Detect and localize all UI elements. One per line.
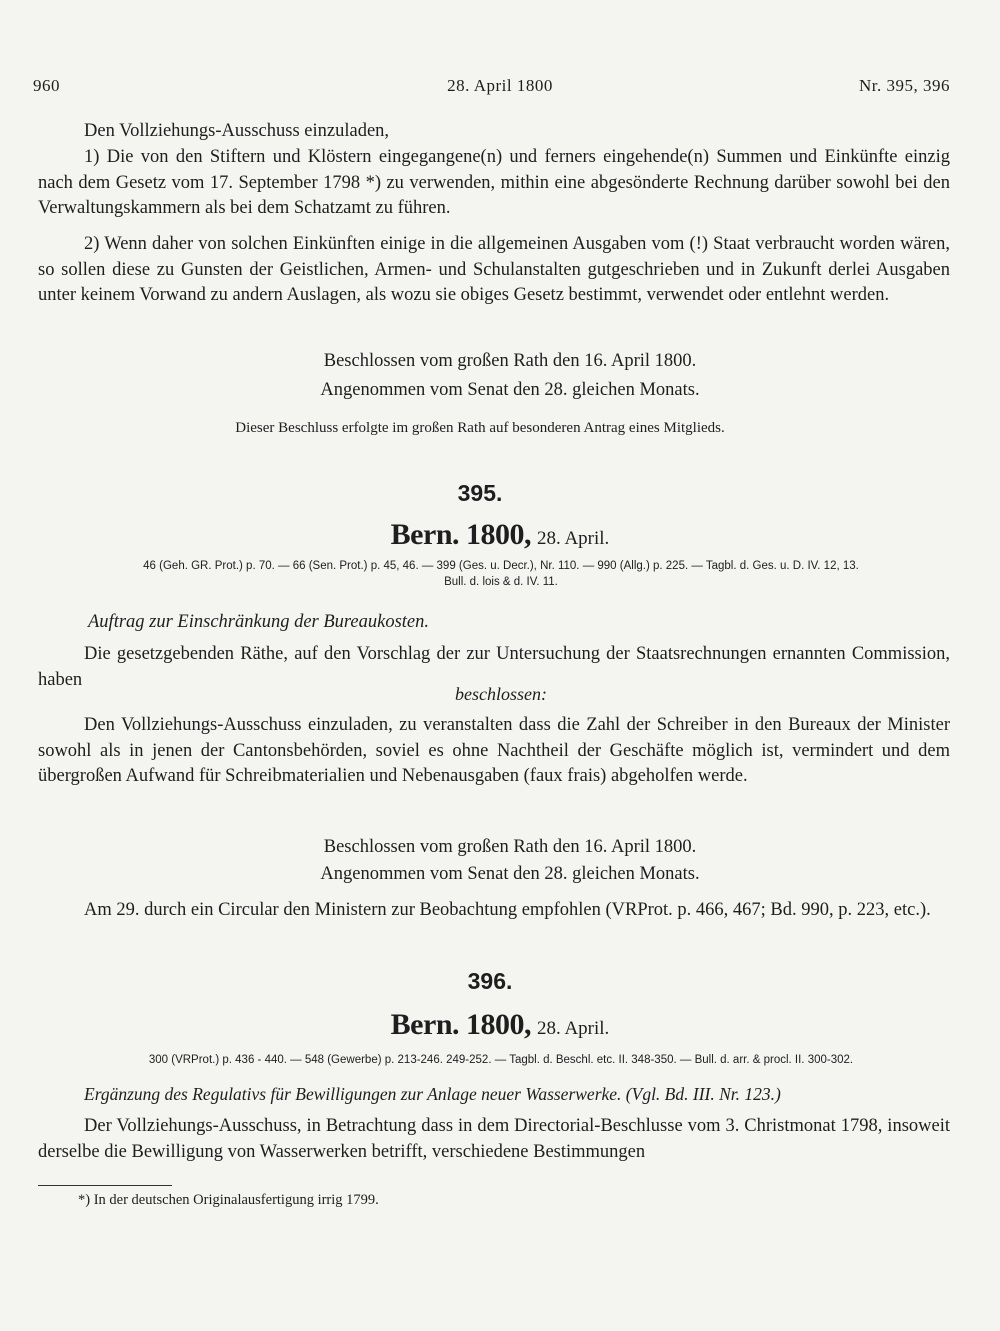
- document-day: 28. April.: [537, 1018, 610, 1039]
- page-number: 960: [33, 76, 60, 95]
- document-day: 28. April.: [537, 528, 610, 549]
- acceptance-senate: Angenommen vom Senat den 28. gleichen Monats.: [320, 864, 700, 884]
- document-city-year: Bern. 1800,: [390, 518, 531, 551]
- reference-line: 300 (VRProt.) p. 436 - 440. — 548 (Gewerbe) p. 213-246. 249-252. — Tagbl. d. Beschl. etc. II. 348-350. — Bull. d. arr. & procl. II. 300-302.: [148, 1054, 854, 1066]
- source-references-396: [56, 1052, 946, 1068]
- document-number-395: 395.: [457, 480, 503, 506]
- document-subject-396: Ergänzung des Regulativs für Bewilligungen zur Anlage neuer Wasserwerke. (Vgl. Bd. III. Nr. 123.): [84, 1084, 781, 1104]
- resolution-great-council: Beschlossen vom großen Rath den 16. April 1800.: [323, 837, 697, 857]
- reference-line: 46 (Geh. GR. Prot.) p. 70. — 66 (Sen. Prot.) p. 45, 46. — 399 (Ges. u. Decr.), Nr. 110. — 990 (Allg.) p. 225. — Tagbl. d. Ges. u. D. IV. 12, 13.: [143, 560, 859, 572]
- document-place-date-396: [0, 1008, 1000, 1042]
- document-place-date-395: [0, 518, 1000, 552]
- paragraph-item-2: 2) Wenn daher von solchen Einkünften einige in die allgemeinen Ausgaben vom (!) Staat verbraucht worden wären, so sollen diese zu Gunsten der Geistlichen, Armen- und Schulanstalten gutgeschrieben und in Zukunft derlei Ausgaben unter keinem Vorwand zu andern Auslagen, als wozu sie obiges Gesetz bestimmt, verwendet oder entlehnt werden.: [38, 234, 950, 305]
- paragraph-body-396: Der Vollziehungs-Ausschuss, in Betrachtung dass in dem Directorial-Beschlusse vom 3. Christmonat 1798, insoweit derselbe die Bewilligung von Wasserwerken betrifft, verschiedene Bestimmungen: [38, 1116, 950, 1162]
- header-date: 28. April 1800: [447, 76, 553, 95]
- reference-line: Bull. d. lois & d. IV. 11.: [444, 576, 558, 588]
- document-city-year: Bern. 1800,: [390, 1008, 531, 1041]
- paragraph-intro-395: Die gesetzgebenden Räthe, auf den Vorschlag der zur Untersuchung der Staatsrechnungen ernannten Commission, haben: [38, 644, 950, 690]
- resolved-word-395: beschlossen:: [455, 684, 547, 704]
- document-number-396: 396.: [467, 968, 513, 994]
- paragraph-invitation: Den Vollziehungs-Ausschuss einzuladen,: [84, 121, 390, 141]
- header-document-numbers: Nr. 395, 396: [859, 76, 950, 95]
- paragraph-item-1: 1) Die von den Stiftern und Klöstern eingegangene(n) und ferners eingehende(n) Summen und Einkünfte einzig nach dem Gesetz vom 17. September 1798 *) zu verwenden, mithin eine abgesönderte Rechnung darüber sowohl bei den Verwaltungskammern als bei dem Schatzamt zu führen.: [38, 147, 950, 218]
- acceptance-senate: Angenommen vom Senat den 28. gleichen Monats.: [320, 380, 700, 400]
- paragraph-body-395: Den Vollziehungs-Ausschuss einzuladen, zu veranstalten dass die Zahl der Schreiber in den Bureaux der Minister sowohl als in jenen der Cantonsbehörden, soviel es ohne Nachtheil der Geschäfte möglich ist, vermindert und dem übergroßen Aufwand für Schreibmaterialien und Nebenausgaben (faux frais) abgeholfen werde.: [38, 715, 950, 786]
- source-references-395: [56, 558, 946, 590]
- document-subject-395: Auftrag zur Einschränkung der Bureaukosten.: [88, 612, 430, 632]
- resolution-great-council: Beschlossen vom großen Rath den 16. April 1800.: [323, 351, 697, 371]
- paragraph-circular-note: Am 29. durch ein Circular den Ministern zur Beobachtung empfohlen (VRProt. p. 466, 467; Bd. 990, p. 223, etc.).: [84, 900, 931, 920]
- annotation-note: Dieser Beschluss erfolgte im großen Rath auf besonderen Antrag eines Mitglieds.: [235, 420, 725, 436]
- footnote-divider: [38, 1185, 172, 1186]
- footnote: *) In der deutschen Originalausfertigung irrig 1799.: [78, 1192, 379, 1208]
